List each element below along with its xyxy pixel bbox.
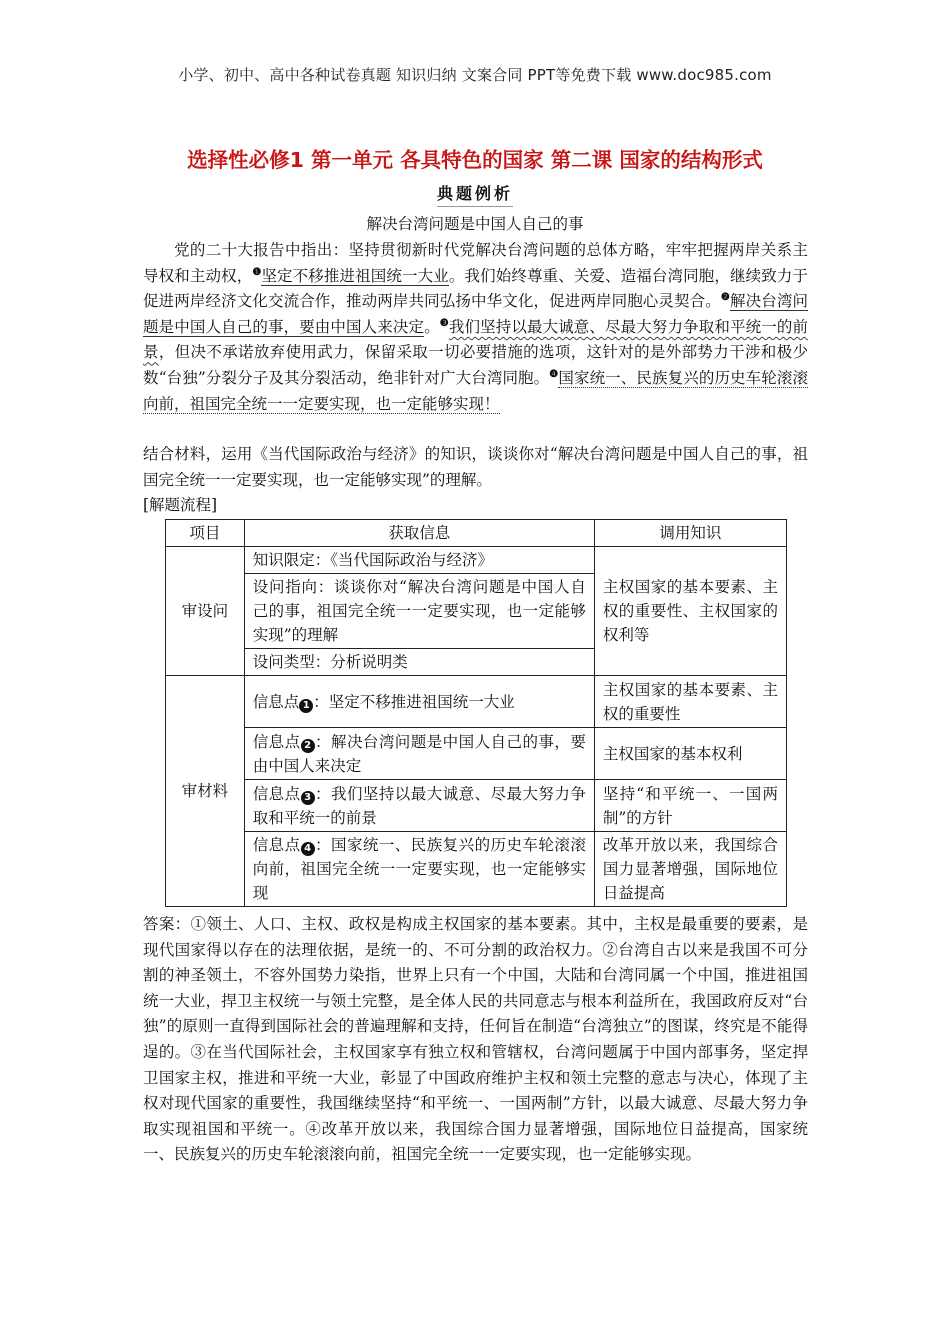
key-sentence-2: 解决台湾问题是中国人自己的事，要由中国人来决定 (143, 292, 808, 336)
badge-1-icon: 1 (299, 699, 313, 713)
table-row (166, 780, 787, 832)
marker-4: ❹ (549, 368, 559, 380)
info-cell: 信息点 4 ：国家统一、民族复兴的历史车轮滚滚向前，祖国完全统一一定要实现，也一定能够实现 (244, 832, 594, 907)
marker-2: ❷ (720, 292, 731, 304)
flow-label: [解题流程] (143, 496, 218, 514)
page-title: 选择性必修1 第一单元 各具特色的国家 第二课 国家的结构形式 (187, 148, 763, 172)
knowledge-cell: 改革开放以来，我国综合国力显著增强，国际地位日益提高 (594, 832, 786, 907)
table-row (166, 547, 787, 574)
header-knowledge: 调用知识 (594, 520, 786, 547)
material-title: 解决台湾问题是中国人自己的事 (366, 215, 584, 233)
table-row (166, 832, 787, 907)
answer (143, 912, 808, 1168)
knowledge-cell: 坚持“和平统一、一国两制”的方针 (594, 780, 786, 832)
knowledge-cell: 主权国家的基本权利 (594, 728, 786, 780)
info-cell: 信息点 2 ：解决台湾问题是中国人自己的事，要由中国人来决定 (244, 728, 594, 780)
badge-4-icon: 4 (301, 842, 315, 856)
knowledge-cell: 主权国家的基本要素、主权的重要性、主权国家的权利等 (594, 547, 786, 676)
material-intro: 党的二十大报告中指出：坚持贯彻新时代党解决台湾问题的总体方略，牢牢把握两岸关系主导权和主动权， (143, 241, 808, 285)
answer-text: 答案：①领土、人口、主权、政权是构成主权国家的基本要素。其中，主权是最重要的要素，是现代国家得以存在的法理依据，是统一的、不可分割的政治权力。②台湾自古以来是我国不可分割的神圣领土，不容外国势力染指，世界上只有一个中国，大陆和台湾同属一个中国，推进祖国统一大业，捍卫主权统一与领土完整，是全体人民的共同意志与根本利益所在，我国政府反对“台独”的原则一直得到国际社会的普遍理解和支持，任何旨在制造“台湾独立”的图谋，终究是不能得逞的。③在当代国际社会，主权国家享有独立权和管辖权，台湾问题属于中国内部事务，坚定捍卫国家主权，推进和平统一大业，彰显了中国政府维护主权和领土完整的意志与决心，体现了主权对现代国家的重要性，我国继续坚持“和平统一、一国两制”方针，以最大诚意、尽最大努力争取实现祖国和平统一。④改革开放以来，我国综合国力显著增强，国际地位日益提高，国家统一、民族复兴的历史车轮滚滚向前，祖国完全统一一定要实现，也一定能够实现。 (143, 915, 808, 1164)
info-cell: 信息点 3 ：我们坚持以最大诚意、尽最大努力争取和平统一的前景 (244, 780, 594, 832)
material-text-1: 。我们始终尊重、关爱、造福台湾同胞，继续致力于促进两岸经济文化交流合作，推动两岸共同弘扬中华文化，促进两岸同胞心灵契合。 (143, 266, 808, 311)
knowledge-cell: 主权国家的基本要素、主权的重要性 (594, 676, 786, 728)
group-label-question: 审设问 (166, 547, 245, 676)
question (143, 442, 808, 493)
key-sentence-4: 国家统一、民族复兴的历史车轮滚滚向前，祖国完全统一一定要实现，也一定能够实现！ (143, 368, 808, 413)
marker-3: ❸ (439, 317, 449, 329)
section-tag (0, 181, 950, 204)
badge-2-icon: 2 (301, 739, 315, 753)
info-cell: 信息点 1 ：坚定不移推进祖国统一大业 (244, 676, 594, 728)
section-tag-text: 典题例析 (437, 184, 513, 207)
info-cell: 设问指向：谈谈你对“解决台湾问题是中国人自己的事，祖国完全统一一定要实现，也一定能够实现”的理解 (244, 574, 594, 649)
table-row (166, 676, 787, 728)
header-info: 获取信息 (244, 520, 594, 547)
marker-1: ❶ (252, 266, 262, 278)
question-text: 结合材料，运用《当代国际政治与经济》的知识，谈谈你对“解决台湾问题是中国人自己的事，祖国完全统一一定要实现，也一定能够实现”的理解。 (143, 445, 808, 489)
header-item: 项目 (166, 520, 245, 547)
badge-3-icon: 3 (301, 791, 315, 805)
key-sentence-3: 我们坚持以最大诚意、尽最大努力争取和平统一的前景 (143, 317, 808, 362)
material-text (143, 238, 808, 417)
material-paragraph (143, 238, 808, 417)
material-text-2: 。 (424, 317, 440, 336)
group-label-material: 审材料 (166, 676, 245, 907)
solution-flow-table (165, 519, 787, 907)
material-text-3: ，但决不承诺放弃使用武力，保留采取一切必要措施的选项，这针对的是外部势力干涉和极少数“台独”分裂分子及其分裂活动，绝非针对广大台湾同胞。 (143, 343, 808, 387)
info-cell: 设问类型：分析说明类 (244, 649, 594, 676)
table-row (166, 728, 787, 780)
page-header: 小学、初中、高中各种试卷真题 知识归纳 文案合同 PPT等免费下载 www.doc985.com (178, 66, 772, 84)
info-cell: 知识限定：《当代国际政治与经济》 (244, 547, 594, 574)
table-header-row (166, 520, 787, 547)
key-sentence-1: 坚定不移推进祖国统一大业 (261, 266, 449, 285)
